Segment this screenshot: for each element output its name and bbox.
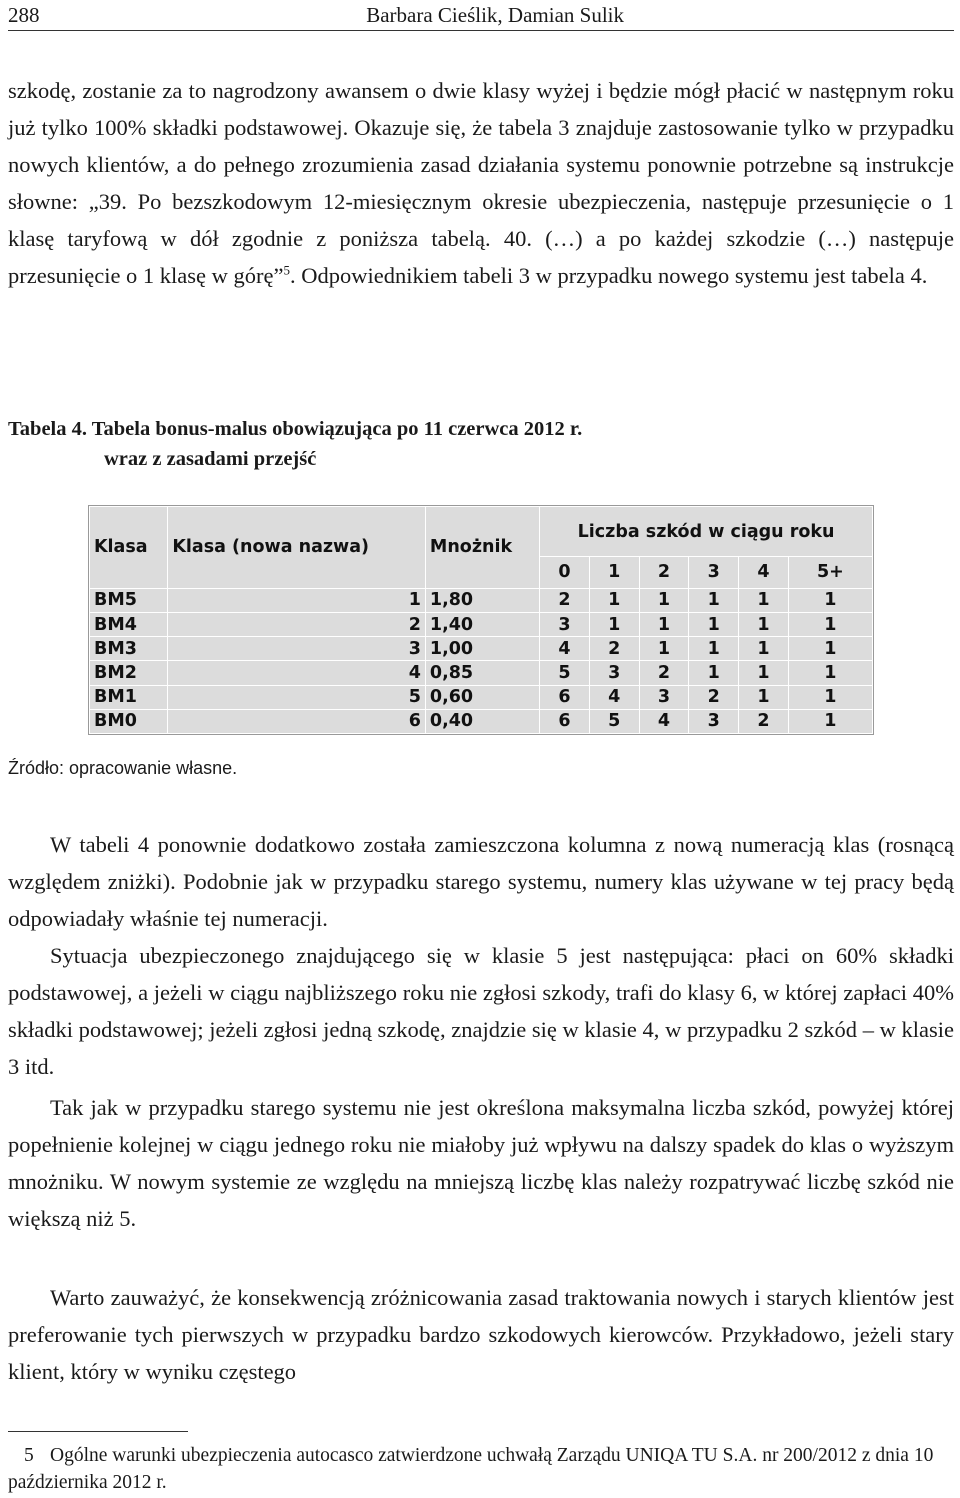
cell-count: 3 xyxy=(589,661,639,685)
cell-count: 3 xyxy=(689,709,739,733)
cell-count: 1 xyxy=(689,661,739,685)
cell-count: 4 xyxy=(639,709,689,733)
header-count-1: 1 xyxy=(589,557,639,589)
cell-count: 1 xyxy=(689,588,739,612)
cell-count: 5 xyxy=(540,661,590,685)
body-paragraph-2: Sytuacja ubezpieczonego znajdującego się w klasie 5 jest następująca: płaci on 60% składki podstawowej, a jeżeli w ciągu najbliższego roku nie zgłosi szkody, trafi do klasy 6, w której zapłaci 40% składki podstawowej; jeżeli zgłosi jedną szkodę, znajdzie się w klasie 4, w przypadku 2 szkód – w klasie 3 itd. xyxy=(8,943,954,1079)
footnote-number: 5 xyxy=(24,1445,34,1466)
header-nowa-nazwa: Klasa (nowa nazwa) xyxy=(168,507,426,589)
cell-nowa-nazwa: 4 xyxy=(168,661,426,685)
cell-count: 1 xyxy=(639,637,689,661)
page-number: 288 xyxy=(8,2,40,27)
header-count-0: 0 xyxy=(540,557,590,589)
table-header-row xyxy=(90,507,873,557)
cell-nowa-nazwa: 1 xyxy=(168,588,426,612)
cell-mnoznik: 0,60 xyxy=(425,685,539,709)
table-row xyxy=(90,588,873,612)
cell-count: 1 xyxy=(788,637,872,661)
cell-count: 1 xyxy=(739,637,789,661)
cell-nowa-nazwa: 6 xyxy=(168,709,426,733)
cell-count: 4 xyxy=(540,637,590,661)
footnote-rule xyxy=(8,1431,188,1432)
cell-count: 4 xyxy=(589,685,639,709)
table-row xyxy=(90,661,873,685)
cell-nowa-nazwa: 3 xyxy=(168,637,426,661)
cell-count: 1 xyxy=(739,685,789,709)
cell-count: 6 xyxy=(540,709,590,733)
body-paragraph-3: Tak jak w przypadku starego systemu nie jest określona maksymalna liczba szkód, powyżej której popełnienie kolejnej w ciągu jednego roku nie miałoby już wpływu na dalszy spadek do klas o wyższym mnożniku. W nowym systemie ze względu na mniejszą liczbę klas należy rozpatrywać liczbę szkód nie większą niż 5. xyxy=(8,1095,954,1231)
bonus-malus-grid xyxy=(89,506,873,734)
cell-mnoznik: 0,40 xyxy=(425,709,539,733)
header-count-5: 5+ xyxy=(788,557,872,589)
body-paragraph-4: Warto zauważyć, że konsekwencją zróżnicowania zasad traktowania nowych i starych klientów jest preferowanie tych pierwszych w przypadku bardzo szkodowych kierowców. Przykładowo, jeżeli stary klient, który w wyniku częstego xyxy=(8,1285,954,1384)
cell-count: 5 xyxy=(589,709,639,733)
cell-count: 2 xyxy=(689,685,739,709)
cell-klasa: BM2 xyxy=(90,661,168,685)
cell-count: 1 xyxy=(639,612,689,636)
cell-count: 1 xyxy=(739,661,789,685)
body-paragraph-1: W tabeli 4 ponownie dodatkowo została zamieszczona kolumna z nową numeracją klas (rosnącą względem zniżki). Podobnie jak w przypadku starego systemu, numery klas używane w tej pracy będą odpowiadały właśnie tej numeracji. xyxy=(8,832,954,931)
cell-count: 1 xyxy=(689,612,739,636)
cell-mnoznik: 1,40 xyxy=(425,612,539,636)
cell-count: 2 xyxy=(540,588,590,612)
intro-text-a: szkodę, zostanie za to nagrodzony awansem o dwie klasy wyżej i będzie mógł płacić w następnym roku już tylko 100% składki podstawowej. Okazuje się, że tabela 3 znajduje zastosowanie tylko w przypadku nowych klientów, a do pełnego zrozumienia zasad działania systemu ponownie potrzebne są instrukcje słowne: „39. Po bezszkodowym 12-miesięcznym okresie ubezpieczenia, następuje przesunięcie o 1 klasę taryfową w dół zgodnie z poniższa tabelą. 40. (…) a po każdej szkodzie (…) następuje przesunięcie o 1 klasę w górę” xyxy=(8,78,954,288)
footnote-ref: 5 xyxy=(283,262,291,278)
header-liczba-szkod: Liczba szkód w ciągu roku xyxy=(540,507,873,557)
header-count-2: 2 xyxy=(639,557,689,589)
cell-count: 2 xyxy=(589,637,639,661)
cell-count: 3 xyxy=(639,685,689,709)
cell-count: 1 xyxy=(589,612,639,636)
bonus-malus-table xyxy=(88,505,874,735)
running-authors: Barbara Cieślik, Damian Sulik xyxy=(366,2,624,27)
table-caption-line1: Tabela 4. Tabela bonus-malus obowiązująca po 11 czerwca 2012 r. xyxy=(8,418,583,440)
cell-mnoznik: 1,80 xyxy=(425,588,539,612)
cell-klasa: BM5 xyxy=(90,588,168,612)
cell-mnoznik: 0,85 xyxy=(425,661,539,685)
table-row xyxy=(90,709,873,733)
cell-count: 1 xyxy=(788,685,872,709)
cell-mnoznik: 1,00 xyxy=(425,637,539,661)
header-count-4: 4 xyxy=(739,557,789,589)
cell-klasa: BM3 xyxy=(90,637,168,661)
cell-count: 1 xyxy=(788,661,872,685)
cell-count: 1 xyxy=(739,612,789,636)
cell-count: 2 xyxy=(639,661,689,685)
cell-klasa: BM1 xyxy=(90,685,168,709)
table-row xyxy=(90,612,873,636)
intro-paragraph xyxy=(8,72,954,294)
cell-count: 3 xyxy=(540,612,590,636)
header-mnoznik: Mnożnik xyxy=(425,507,539,589)
header-count-3: 3 xyxy=(689,557,739,589)
cell-count: 2 xyxy=(739,709,789,733)
cell-count: 6 xyxy=(540,685,590,709)
intro-text-b: . Odpowiednikiem tabeli 3 w przypadku nowego systemu jest tabela 4. xyxy=(290,263,928,288)
cell-count: 1 xyxy=(639,588,689,612)
table-caption xyxy=(8,414,908,474)
cell-count: 1 xyxy=(689,637,739,661)
table-source: Źródło: opracowanie własne. xyxy=(8,758,238,778)
cell-count: 1 xyxy=(788,612,872,636)
header-klasa: Klasa xyxy=(90,507,168,589)
cell-count: 1 xyxy=(589,588,639,612)
running-header xyxy=(8,0,954,31)
footnote xyxy=(8,1442,954,1496)
cell-klasa: BM4 xyxy=(90,612,168,636)
cell-count: 1 xyxy=(739,588,789,612)
cell-count: 1 xyxy=(788,588,872,612)
table-row xyxy=(90,637,873,661)
cell-count: 1 xyxy=(788,709,872,733)
footnote-text: Ogólne warunki ubezpieczenia autocasco zatwierdzone uchwałą Zarządu UNIQA TU S.A. nr 200/2012 z dnia 10 października 2012 r. xyxy=(8,1445,934,1493)
cell-nowa-nazwa: 5 xyxy=(168,685,426,709)
cell-nowa-nazwa: 2 xyxy=(168,612,426,636)
cell-klasa: BM0 xyxy=(90,709,168,733)
table-row xyxy=(90,685,873,709)
table-caption-line2: wraz z zasadami przejść xyxy=(104,448,317,470)
